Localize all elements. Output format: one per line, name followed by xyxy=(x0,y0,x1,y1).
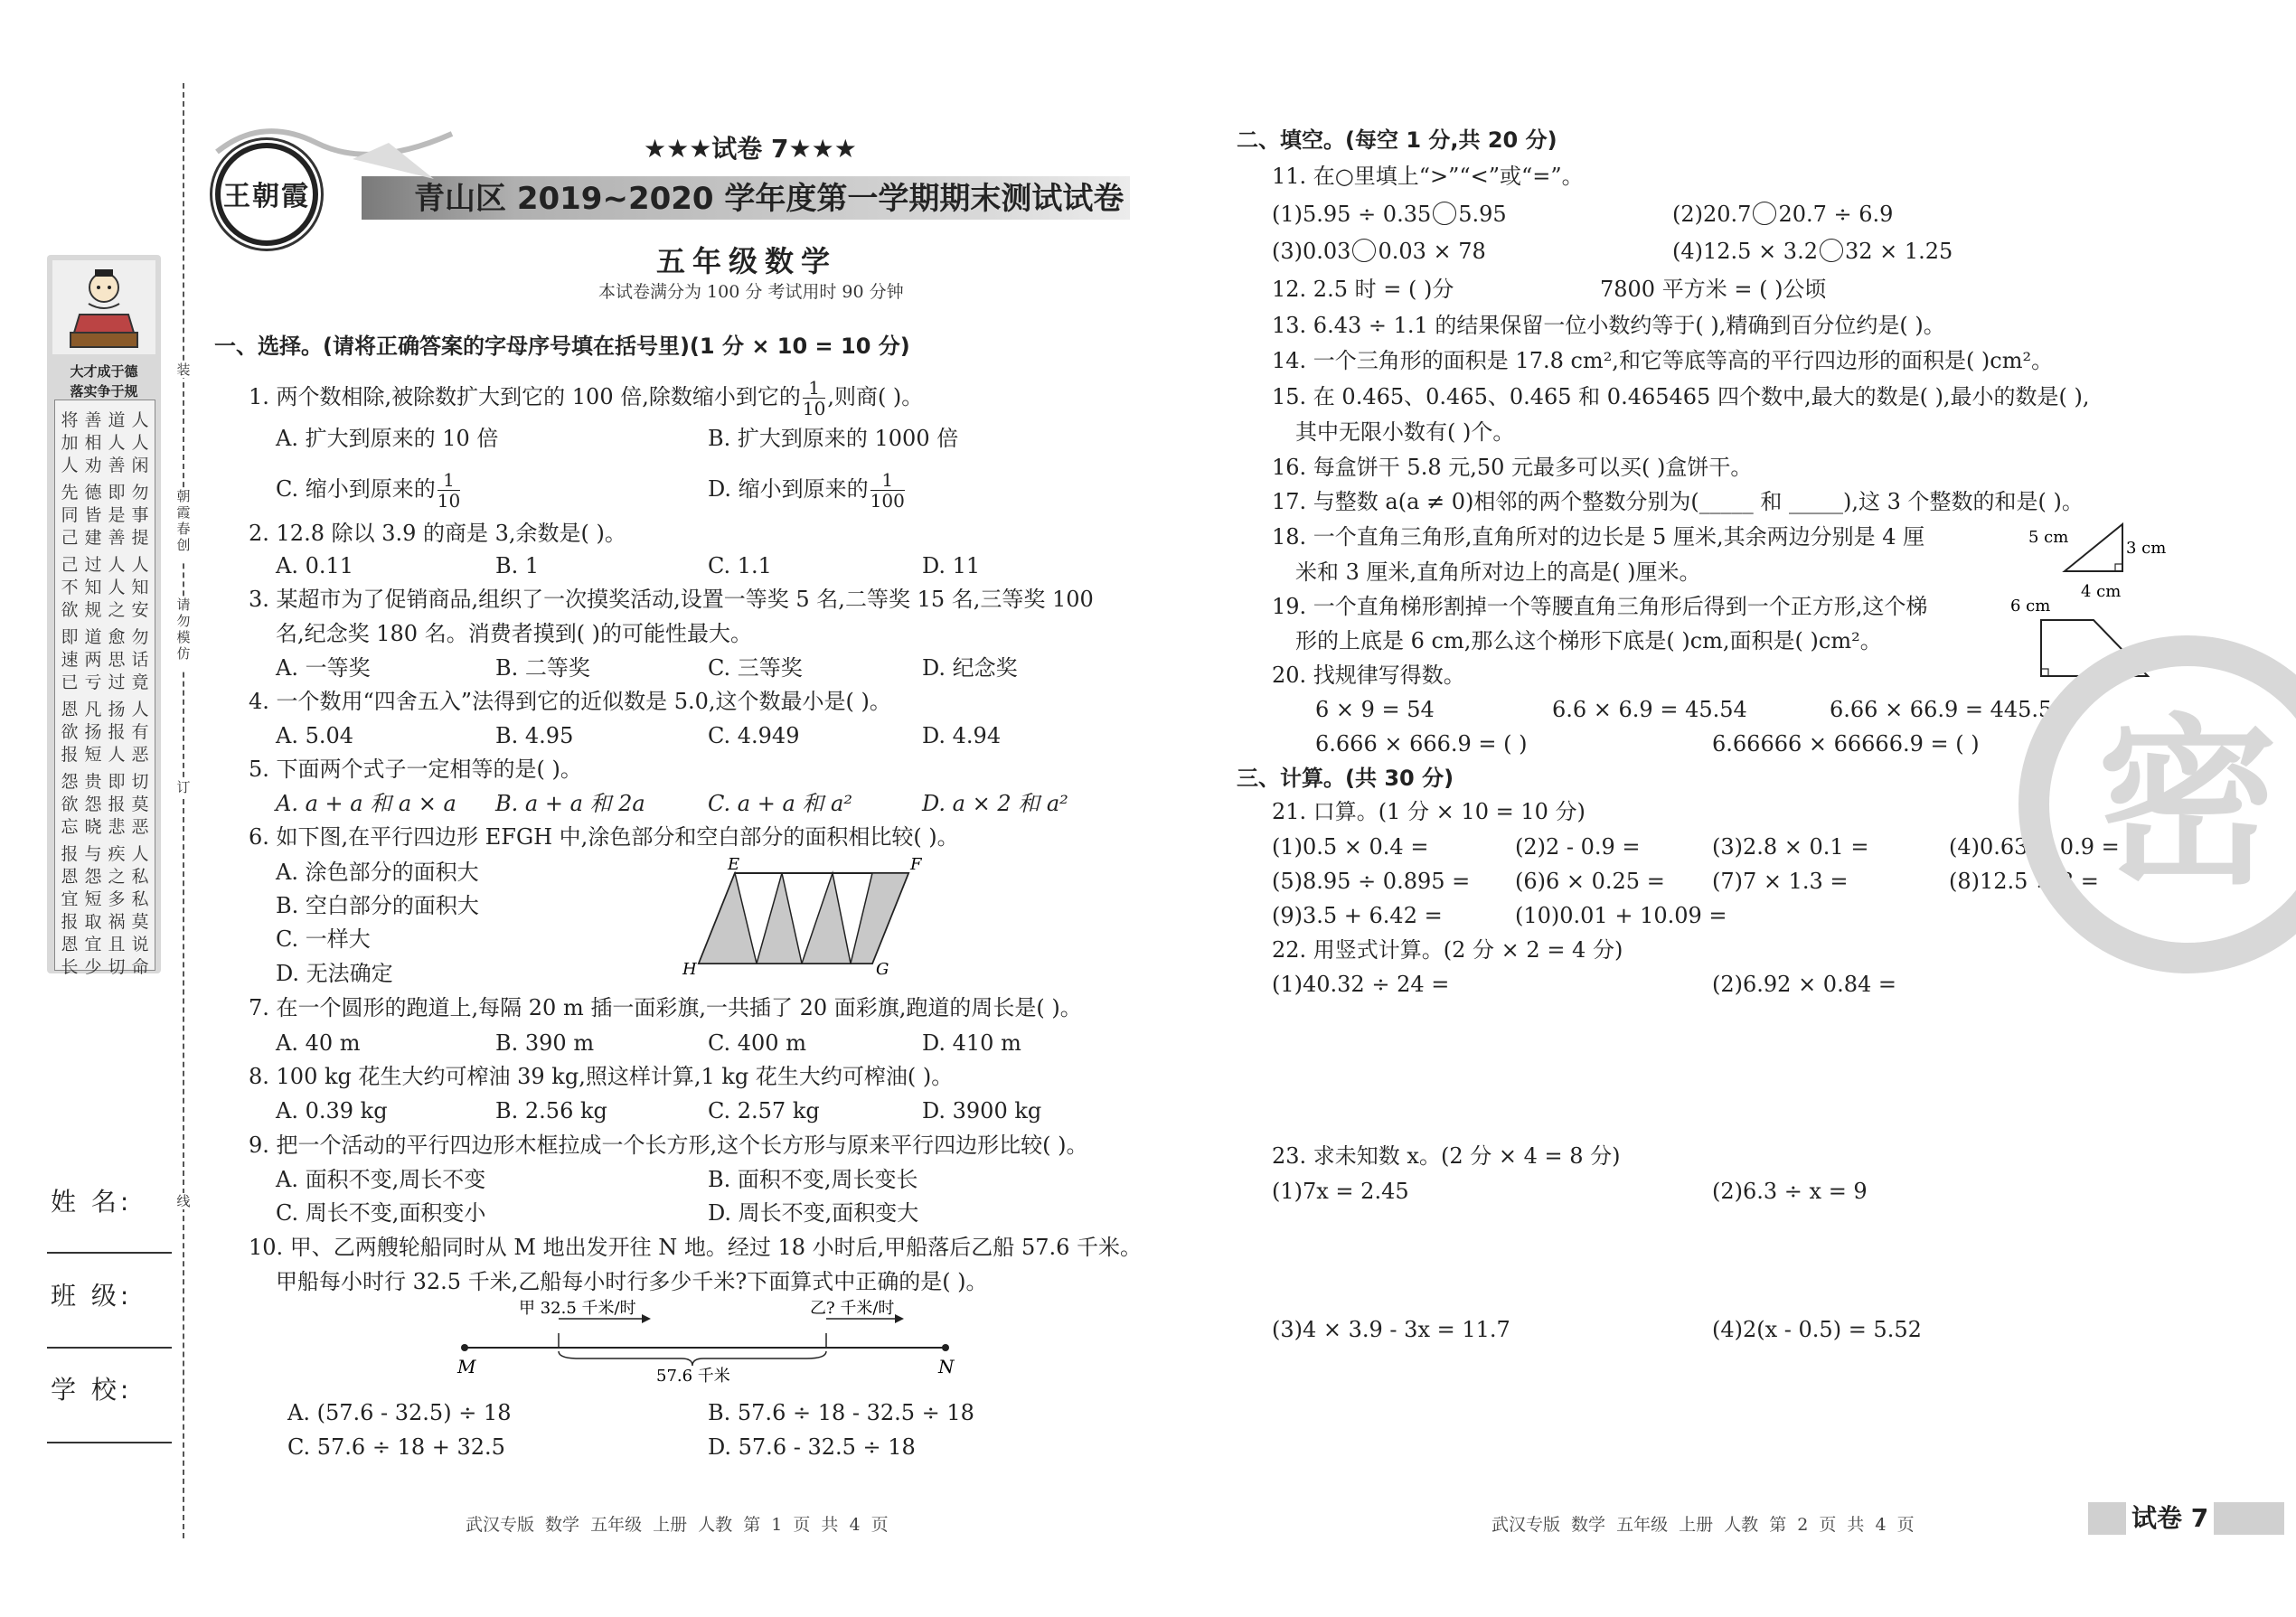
option: B. 面积不变,周长变长 xyxy=(708,1167,918,1192)
name-label: 姓 名: xyxy=(51,1187,133,1217)
calc-item: (8)12.5 × 8 = xyxy=(1949,869,2099,894)
option: D. 3900 kg xyxy=(922,1098,1042,1123)
question-22: 22. 用竖式计算。(2 分 × 2 = 4 分) xyxy=(1272,937,1623,963)
parallelogram-figure xyxy=(682,855,936,979)
option: A. 0.39 kg xyxy=(276,1098,388,1123)
boat-a-label: 甲 32.5 千米/时 xyxy=(519,1299,636,1318)
question-20: 20. 找规律写得数。 xyxy=(1272,663,1465,688)
side-label: 4 cm xyxy=(2081,582,2122,601)
question-3: 3. 某超市为了促销商品,组织了一次摸奖活动,设置一等奖 5 名,二等奖 15 名,三等奖 100 xyxy=(249,587,1094,612)
option: C. 2.57 kg xyxy=(708,1098,820,1123)
school-field[interactable] xyxy=(47,1442,172,1443)
calc-item: (10)0.01 + 10.09 = xyxy=(1515,903,1727,928)
compare-circle[interactable] xyxy=(1820,239,1843,262)
question-11: 11. 在○里填上“>”“<”或“=”。 xyxy=(1272,164,1584,189)
footer-paper-tag: 试卷 7 xyxy=(2126,1500,2214,1537)
compare-circle[interactable] xyxy=(1433,202,1456,225)
cut-label: 线 xyxy=(174,1193,193,1209)
option: C. 4.949 xyxy=(708,723,800,748)
poem-col: 德皆建 xyxy=(84,483,102,548)
q11-item xyxy=(1272,201,1507,228)
question-8: 8. 100 kg 花生大约可榨油 39 kg,照这样计算,1 kg 花生大约可榨油( )。 xyxy=(249,1064,954,1089)
question-5: 5. 下面两个式子一定相等的是( )。 xyxy=(249,757,582,782)
poem-col: 人有恶 xyxy=(131,700,149,765)
stamp-text: 密 xyxy=(2096,699,2279,909)
left-sidebar xyxy=(47,255,161,977)
option: A. (57.6 - 32.5) ÷ 18 xyxy=(287,1400,512,1425)
poem-col: 先同己 xyxy=(61,483,79,548)
side-label: 6 cm xyxy=(2010,597,2051,616)
frac-den: 10 xyxy=(437,490,461,512)
q11-item xyxy=(1672,201,1893,228)
page-footer-left: 武汉专版 数学 五年级 上册 人教 第 1 页 共 4 页 xyxy=(466,1515,889,1535)
option-text: D. 缩小到原来的 xyxy=(708,476,869,502)
option: B. 1 xyxy=(495,553,540,578)
class-field[interactable] xyxy=(47,1347,172,1349)
question-6: 6. 如下图,在平行四边形 EFGH 中,涂色部分和空白部分的面积相比较( )。 xyxy=(249,824,959,850)
poem-col: 疾之多 xyxy=(108,844,126,909)
expr: 20.7 ÷ 6.9 xyxy=(1778,202,1894,227)
option: A. a + a 和 a × a xyxy=(276,791,456,816)
question-23: 23. 求未知数 x。(2 分 × 4 = 8 分) xyxy=(1272,1143,1621,1169)
pattern-item: 6.66666 × 66666.9 = ( ) xyxy=(1712,731,1980,757)
option-text: C. 缩小到原来的 xyxy=(276,476,436,502)
page-title: 青山区 2019~2020 学年度第一学期期末测试试卷 xyxy=(414,181,1124,217)
poem-col: 将加人 xyxy=(61,410,79,475)
pattern-item: 6 × 9 = 54 xyxy=(1315,697,1435,722)
option xyxy=(276,470,462,511)
question-18: 18. 一个直角三角形,直角所对的边长是 5 厘米,其余两边分别是 4 厘 xyxy=(1272,524,1925,550)
section-heading: 三、计算。(共 30 分) xyxy=(1237,766,1454,791)
calc-item: (5)8.95 ÷ 0.895 = xyxy=(1272,869,1471,894)
poem-col: 怨欲忘 xyxy=(61,772,79,837)
poem-col: 人私私 xyxy=(131,844,149,909)
option: D. 纪念奖 xyxy=(922,655,1018,681)
poem-col: 勿话竟 xyxy=(131,627,149,692)
option: B. 2.56 kg xyxy=(495,1098,607,1123)
brand-logo xyxy=(215,143,318,246)
option: A. 扩大到原来的 10 倍 xyxy=(276,426,499,451)
question-19: 19. 一个直角梯形割掉一个等腰直角三角形后得到一个正方形,这个梯 xyxy=(1272,594,1928,619)
question-2: 2. 12.8 除以 3.9 的商是 3,余数是( )。 xyxy=(249,521,626,546)
subject-title: 五年级数学 xyxy=(656,244,838,278)
question-14: 14. 一个三角形的面积是 17.8 cm²,和它等底等高的平行四边形的面积是( )cm²。 xyxy=(1272,348,2054,373)
sidebar-motto xyxy=(54,362,154,401)
motto-line-2: 落实争于规 xyxy=(70,383,138,400)
poem-col: 过知规 xyxy=(84,555,102,620)
scholar-icon xyxy=(52,260,155,354)
calc-item: (3)2.8 × 0.1 = xyxy=(1712,834,1869,860)
option: B. 390 m xyxy=(495,1030,595,1056)
secret-stamp-watermark xyxy=(2007,624,2296,985)
pattern-item: 6.6 × 6.9 = 45.54 xyxy=(1552,697,1747,722)
option: D. 410 m xyxy=(922,1030,1021,1056)
poem-col: 愈思过 xyxy=(108,627,126,692)
option: A. 5.04 xyxy=(276,723,354,748)
option: B. 空白部分的面积大 xyxy=(276,893,479,918)
vertex-label: H xyxy=(682,960,697,979)
frac-den: 100 xyxy=(870,490,905,512)
side-label: 5 cm xyxy=(2028,528,2069,547)
option: A. 面积不变,周长不变 xyxy=(276,1167,486,1192)
poem-col: 切莫恶 xyxy=(131,772,149,837)
page-footer-right: 武汉专版 数学 五年级 上册 人教 第 2 页 共 4 页 xyxy=(1491,1515,1915,1535)
point-n-label: N xyxy=(938,1356,955,1377)
poem-col: 善相劝 xyxy=(84,410,102,475)
calc-item: (1)0.5 × 0.4 = xyxy=(1272,834,1429,860)
poem-col: 即速已 xyxy=(61,627,79,692)
option: C. 57.6 ÷ 18 + 32.5 xyxy=(287,1434,505,1460)
option: D. 11 xyxy=(922,553,981,578)
point-m-label: M xyxy=(457,1356,476,1377)
compare-circle[interactable] xyxy=(1753,202,1776,225)
poem-col: 报恩长 xyxy=(61,912,79,977)
calc-item: (2)6.92 × 0.84 = xyxy=(1712,972,1896,997)
question-10-cont: 甲船每小时行 32.5 千米,乙船每小时行多少千米?下面算式中正确的是( )。 xyxy=(276,1269,988,1294)
question-18-cont: 米和 3 厘米,直角所对边上的高是( )厘米。 xyxy=(1295,559,1701,585)
vertex-label: F xyxy=(910,855,922,874)
calc-item: (3)4 × 3.9 - 3x = 11.7 xyxy=(1272,1317,1510,1342)
expr: (1)5.95 ÷ 0.35 xyxy=(1272,202,1432,227)
school-label: 学 校: xyxy=(51,1375,133,1405)
calc-item: (6)6 × 0.25 = xyxy=(1515,869,1665,894)
option: A. 涂色部分的面积大 xyxy=(276,860,479,885)
option: C. 一样大 xyxy=(276,926,371,952)
cut-label: 请勿模仿 xyxy=(174,597,193,669)
option: C. 周长不变,面积变小 xyxy=(276,1200,486,1226)
cut-line xyxy=(183,83,184,1538)
vertex-label: E xyxy=(728,855,740,874)
boat-diagram xyxy=(443,1297,967,1386)
option: D. a × 2 和 a² xyxy=(922,791,1068,816)
calc-item: (1)40.32 ÷ 24 = xyxy=(1272,972,1450,997)
poem-col: 道两亏 xyxy=(84,627,102,692)
calc-item: (2)2 - 0.9 = xyxy=(1515,834,1641,860)
expr: 0.03 × 78 xyxy=(1378,239,1486,264)
poem-col: 取宜少 xyxy=(84,912,102,977)
cut-label: 装 xyxy=(174,362,193,378)
question-7: 7. 在一个圆形的跑道上,每隔 20 m 插一面彩旗,一共插了 20 面彩旗,跑道的周长是( )。 xyxy=(249,995,1082,1020)
cut-label: 朝霞春创 xyxy=(174,488,193,560)
question-17: 17. 与整数 a(a ≠ 0)相邻的两个整数分别为(_____ 和 _____),这 3 个整数的和是( )。 xyxy=(1272,489,2084,514)
option: A. 一等奖 xyxy=(276,655,371,681)
class-label: 班 级: xyxy=(51,1281,133,1311)
question-21: 21. 口算。(1 分 × 10 = 10 分) xyxy=(1272,799,1586,824)
poem-col: 扬报人 xyxy=(108,700,126,765)
frac-num: 1 xyxy=(438,470,460,491)
poem-col: 己不欲 xyxy=(61,555,79,620)
question-15-cont: 其中无限小数有( )个。 xyxy=(1295,419,1515,445)
poem-col: 人人之 xyxy=(108,555,126,620)
section-heading: 一、选择。(请将正确答案的字母序号填在括号里)(1 分 × 10 = 10 分) xyxy=(214,334,910,359)
option: D. 无法确定 xyxy=(276,961,393,986)
poem-block xyxy=(55,902,155,1009)
poem-col: 与怨短 xyxy=(84,844,102,909)
calc-item: (4)0.63 ÷ 0.9 = xyxy=(1949,834,2120,860)
expr: (3)0.03 xyxy=(1272,239,1351,264)
exam-info: 本试卷满分为 100 分 考试用时 90 分钟 xyxy=(598,282,904,302)
option: B. 4.95 xyxy=(495,723,574,748)
q11-item xyxy=(1672,238,1953,265)
expr: (2)20.7 xyxy=(1672,202,1752,227)
section-heading: 二、填空。(每空 1 分,共 20 分) xyxy=(1237,127,1557,153)
fraction xyxy=(803,378,825,418)
calc-item: (1)7x = 2.45 xyxy=(1272,1179,1409,1204)
motto-line-1: 大才成于德 xyxy=(70,363,138,380)
expr: 32 × 1.25 xyxy=(1844,239,1953,264)
question-1 xyxy=(249,378,923,418)
pattern-item: 6.66 × 66.9 = 445.554 xyxy=(1830,697,2080,722)
calc-item: (7)7 × 1.3 = xyxy=(1712,869,1849,894)
scholar-illustration xyxy=(52,260,155,354)
poem-col: 道人善 xyxy=(108,410,126,475)
question-16: 16. 每盒饼干 5.8 元,50 元最多可以买( )盒饼干。 xyxy=(1272,455,1753,480)
option: B. a + a 和 2a xyxy=(495,791,645,816)
q1-text: 1. 两个数相除,被除数扩大到它的 100 倍,除数缩小到它的 xyxy=(249,384,801,409)
question-13: 13. 6.43 ÷ 1.1 的结果保留一位小数约等于( ),精确到百分位约是( )。 xyxy=(1272,313,1945,338)
option xyxy=(708,470,907,511)
question-4: 4. 一个数用“四舍五入”法得到它的近似数是 5.0,这个数最小是( )。 xyxy=(249,689,891,714)
poem-col: 人人闲 xyxy=(131,410,149,475)
name-field[interactable] xyxy=(47,1252,172,1254)
option: A. 40 m xyxy=(276,1030,361,1056)
poem-col: 勿事提 xyxy=(131,483,149,548)
poem-col: 人知安 xyxy=(131,555,149,620)
question-19-cont: 形的上底是 6 cm,那么这个梯形下底是( )cm,面积是( )cm²。 xyxy=(1295,628,1882,653)
fraction xyxy=(438,470,460,511)
poem-col: 凡扬短 xyxy=(84,700,102,765)
frac-den: 10 xyxy=(802,398,826,419)
question-3-cont: 名,纪念奖 180 名。消费者摸到( )的可能性最大。 xyxy=(276,621,753,646)
compare-circle[interactable] xyxy=(1352,239,1376,262)
boat-b-label: 乙? 千米/时 xyxy=(810,1299,895,1318)
calc-item: (4)2(x - 0.5) = 5.52 xyxy=(1712,1317,1922,1342)
poem-col: 祸且切 xyxy=(108,912,126,977)
option: A. 0.11 xyxy=(276,553,354,578)
right-triangle-figure xyxy=(2025,515,2167,602)
poem-col: 报恩宜 xyxy=(61,844,79,909)
sidebar-poem-box xyxy=(54,400,155,977)
calc-item: (9)3.5 + 6.42 = xyxy=(1272,903,1443,928)
option: B. 扩大到原来的 1000 倍 xyxy=(708,426,959,451)
q1-end: ,则商( )。 xyxy=(827,384,924,409)
question-10: 10. 甲、乙两艘轮船同时从 M 地出发开往 N 地。经过 18 小时后,甲船落后乙船 57.6 千米。 xyxy=(249,1235,1143,1260)
poem-col: 莫说命 xyxy=(131,912,149,977)
poem-col: 恩欲报 xyxy=(61,700,79,765)
question-12b: 7800 平方米 = ( )公顷 xyxy=(1600,277,1827,302)
expr: (4)12.5 × 3.2 xyxy=(1672,239,1818,264)
logo-text: 王朝霞 xyxy=(223,181,310,212)
poem-col: 即报悲 xyxy=(108,772,126,837)
option: D. 4.94 xyxy=(922,723,1002,748)
option: D. 57.6 - 32.5 ÷ 18 xyxy=(708,1434,916,1460)
pattern-item: 6.666 × 666.9 = ( ) xyxy=(1315,731,1528,757)
question-15: 15. 在 0.465、0.465、0.465 和 0.465465 四个数中,最大的数是( ),最小的数是( ), xyxy=(1272,384,2090,409)
option: C. 1.1 xyxy=(708,553,772,578)
option: C. 三等奖 xyxy=(708,655,803,681)
expr: 5.95 xyxy=(1458,202,1507,227)
side-label: 3 cm xyxy=(2126,539,2167,558)
fraction xyxy=(870,470,905,511)
option: C. a + a 和 a² xyxy=(708,791,852,816)
cut-label: 订 xyxy=(174,779,193,795)
frac-num: 1 xyxy=(870,470,905,491)
poem-col: 即是善 xyxy=(108,483,126,548)
option: D. 周长不变,面积变大 xyxy=(708,1200,919,1226)
question-9: 9. 把一个活动的平行四边形木框拉成一个长方形,这个长方形与原来平行四边形比较( )。 xyxy=(249,1133,1088,1158)
q11-item xyxy=(1272,238,1486,265)
paper-number: ★★★试卷 7★★★ xyxy=(644,134,857,164)
option: B. 二等奖 xyxy=(495,655,590,681)
question-12a: 12. 2.5 时 = ( )分 xyxy=(1272,277,1454,302)
frac-num: 1 xyxy=(803,378,825,399)
calc-item: (2)6.3 ÷ x = 9 xyxy=(1712,1179,1868,1204)
option: B. 57.6 ÷ 18 - 32.5 ÷ 18 xyxy=(708,1400,974,1425)
option: C. 400 m xyxy=(708,1030,806,1056)
vertex-label: G xyxy=(876,960,889,979)
poem-col: 贵怨晓 xyxy=(84,772,102,837)
distance-label: 57.6 千米 xyxy=(656,1367,730,1386)
